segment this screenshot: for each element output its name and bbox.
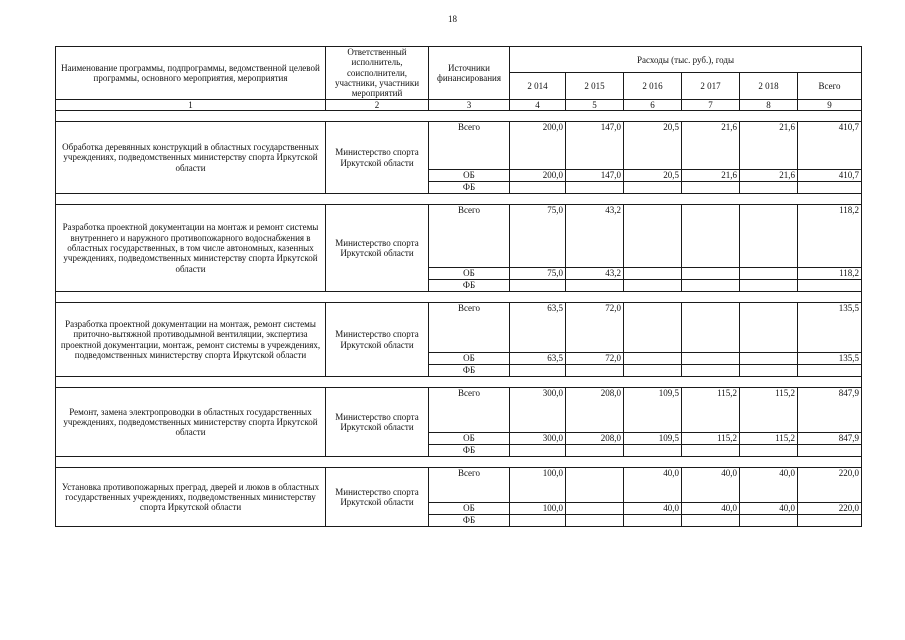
amount-cell [510, 445, 566, 457]
source-label: ОБ [429, 503, 510, 515]
executor-name: Министерство спорта Иркутской области [326, 468, 429, 527]
header-year: 2 016 [624, 73, 682, 99]
page-number: 18 [448, 14, 457, 24]
amount-cell [740, 280, 798, 292]
amount-cell [624, 303, 682, 353]
amount-cell [682, 353, 740, 365]
source-label: Всего [429, 468, 510, 503]
column-number: 3 [429, 99, 510, 110]
spacer-cell [56, 457, 862, 468]
source-label: ФБ [429, 182, 510, 194]
amount-cell: 20,5 [624, 122, 682, 170]
source-label: ФБ [429, 280, 510, 292]
amount-cell: 40,0 [740, 503, 798, 515]
amount-cell [740, 268, 798, 280]
amount-cell: 115,2 [740, 433, 798, 445]
amount-cell: 135,5 [798, 303, 862, 353]
amount-cell: 43,2 [566, 268, 624, 280]
header-year: 2 017 [682, 73, 740, 99]
source-label: ОБ [429, 433, 510, 445]
amount-cell [798, 445, 862, 457]
amount-cell [624, 353, 682, 365]
amount-cell: 63,5 [510, 353, 566, 365]
source-label: Всего [429, 388, 510, 433]
amount-cell [624, 268, 682, 280]
amount-cell [624, 205, 682, 268]
column-number: 8 [740, 99, 798, 110]
amount-cell: 21,6 [740, 122, 798, 170]
amount-cell: 200,0 [510, 122, 566, 170]
amount-cell: 40,0 [682, 468, 740, 503]
source-label: Всего [429, 122, 510, 170]
table-row [56, 468, 862, 503]
amount-cell: 220,0 [798, 503, 862, 515]
amount-cell [682, 365, 740, 377]
amount-cell: 40,0 [624, 503, 682, 515]
header-total: Всего [798, 73, 862, 99]
amount-cell: 208,0 [566, 433, 624, 445]
spacer-cell [56, 292, 862, 303]
amount-cell: 200,0 [510, 170, 566, 182]
amount-cell: 410,7 [798, 122, 862, 170]
amount-cell [682, 280, 740, 292]
source-label: ФБ [429, 365, 510, 377]
program-name: Обработка деревянных конструкций в областных государственных учреждениях, подведомственных министерству спорта Иркутской области [56, 122, 326, 194]
source-label: Всего [429, 205, 510, 268]
source-label: ФБ [429, 445, 510, 457]
amount-cell [740, 515, 798, 527]
source-label: ОБ [429, 353, 510, 365]
amount-cell [510, 280, 566, 292]
executor-name: Министерство спорта Иркутской области [326, 388, 429, 457]
header-source: Источники финансирования [429, 47, 510, 100]
amount-cell [510, 515, 566, 527]
amount-cell: 118,2 [798, 205, 862, 268]
spacer-cell [56, 111, 862, 122]
amount-cell [682, 182, 740, 194]
amount-cell [682, 205, 740, 268]
amount-cell: 21,6 [740, 170, 798, 182]
amount-cell [798, 182, 862, 194]
block-spacer [56, 377, 862, 388]
block-spacer [56, 111, 862, 122]
executor-name: Министерство спорта Иркутской области [326, 122, 429, 194]
column-number: 7 [682, 99, 740, 110]
amount-cell: 109,5 [624, 433, 682, 445]
budget-table [55, 46, 862, 527]
amount-cell: 43,2 [566, 205, 624, 268]
amount-cell [682, 445, 740, 457]
amount-cell [740, 303, 798, 353]
amount-cell: 72,0 [566, 303, 624, 353]
source-label: ОБ [429, 170, 510, 182]
amount-cell: 40,0 [682, 503, 740, 515]
amount-cell [510, 182, 566, 194]
header-executor: Ответственный исполнитель, соисполнители, участники, участники мероприятий [326, 47, 429, 100]
amount-cell [510, 365, 566, 377]
amount-cell: 75,0 [510, 205, 566, 268]
amount-cell: 208,0 [566, 388, 624, 433]
spacer-cell [56, 377, 862, 388]
block-spacer [56, 292, 862, 303]
header-year: 2 015 [566, 73, 624, 99]
amount-cell: 115,2 [682, 388, 740, 433]
amount-cell: 847,9 [798, 388, 862, 433]
table-row [56, 205, 862, 268]
amount-cell: 100,0 [510, 503, 566, 515]
column-number: 6 [624, 99, 682, 110]
amount-cell [740, 353, 798, 365]
table-body [56, 111, 862, 527]
amount-cell [566, 503, 624, 515]
amount-cell [798, 365, 862, 377]
program-name: Разработка проектной документации на монтаж, ремонт системы приточно-вытяжной противодымной вентиляции, экспертиза проектной документации, монтаж, ремонт системы в учреждениях, подведомственных министерству спорта Иркутской области [56, 303, 326, 377]
amount-cell: 21,6 [682, 170, 740, 182]
amount-cell [624, 280, 682, 292]
amount-cell [624, 182, 682, 194]
column-number: 9 [798, 99, 862, 110]
amount-cell: 40,0 [740, 468, 798, 503]
amount-cell: 40,0 [624, 468, 682, 503]
amount-cell [740, 182, 798, 194]
amount-cell: 118,2 [798, 268, 862, 280]
executor-name: Министерство спорта Иркутской области [326, 205, 429, 292]
amount-cell: 100,0 [510, 468, 566, 503]
amount-cell: 75,0 [510, 268, 566, 280]
program-name: Установка противопожарных преград, дверей и люков в областных государственных учреждениях, подведомственных министерству спорта Иркутской области [56, 468, 326, 527]
amount-cell: 147,0 [566, 170, 624, 182]
amount-cell: 21,6 [682, 122, 740, 170]
block-spacer [56, 457, 862, 468]
amount-cell: 300,0 [510, 433, 566, 445]
amount-cell: 147,0 [566, 122, 624, 170]
amount-cell [624, 515, 682, 527]
header-expenses: Расходы (тыс. руб.), годы [510, 47, 862, 73]
amount-cell: 220,0 [798, 468, 862, 503]
source-label: Всего [429, 303, 510, 353]
amount-cell [682, 268, 740, 280]
program-name: Ремонт, замена электропроводки в областных государственных учреждениях, подведомственных министерству спорта Иркутской области [56, 388, 326, 457]
amount-cell [566, 365, 624, 377]
amount-cell: 109,5 [624, 388, 682, 433]
amount-cell [740, 445, 798, 457]
amount-cell [566, 445, 624, 457]
block-spacer [56, 194, 862, 205]
table-row [56, 122, 862, 170]
amount-cell [566, 515, 624, 527]
amount-cell [682, 515, 740, 527]
table-row [56, 303, 862, 353]
amount-cell: 72,0 [566, 353, 624, 365]
amount-cell: 847,9 [798, 433, 862, 445]
program-name: Разработка проектной документации на монтаж и ремонт системы внутреннего и наружного противопожарного водоснабжения в областных государственных, в том числе автономных, казенных учреждениях, подведомственных министерству спорта Иркутской области [56, 205, 326, 292]
source-label: ОБ [429, 268, 510, 280]
amount-cell [566, 468, 624, 503]
header-year: 2 018 [740, 73, 798, 99]
amount-cell: 410,7 [798, 170, 862, 182]
amount-cell: 63,5 [510, 303, 566, 353]
amount-cell [682, 303, 740, 353]
amount-cell: 20,5 [624, 170, 682, 182]
column-number: 2 [326, 99, 429, 110]
header-year: 2 014 [510, 73, 566, 99]
amount-cell: 115,2 [740, 388, 798, 433]
column-number: 5 [566, 99, 624, 110]
amount-cell [798, 280, 862, 292]
column-number: 4 [510, 99, 566, 110]
table-row [56, 388, 862, 433]
amount-cell [740, 205, 798, 268]
source-label: ФБ [429, 515, 510, 527]
header-program: Наименование программы, подпрограммы, ведомственной целевой программы, основного мероприятия, мероприятия [56, 47, 326, 100]
amount-cell [624, 365, 682, 377]
amount-cell [798, 515, 862, 527]
column-number: 1 [56, 99, 326, 110]
executor-name: Министерство спорта Иркутской области [326, 303, 429, 377]
amount-cell [624, 445, 682, 457]
amount-cell [566, 182, 624, 194]
amount-cell: 300,0 [510, 388, 566, 433]
amount-cell [740, 365, 798, 377]
amount-cell: 115,2 [682, 433, 740, 445]
spacer-cell [56, 194, 862, 205]
amount-cell: 135,5 [798, 353, 862, 365]
amount-cell [566, 280, 624, 292]
